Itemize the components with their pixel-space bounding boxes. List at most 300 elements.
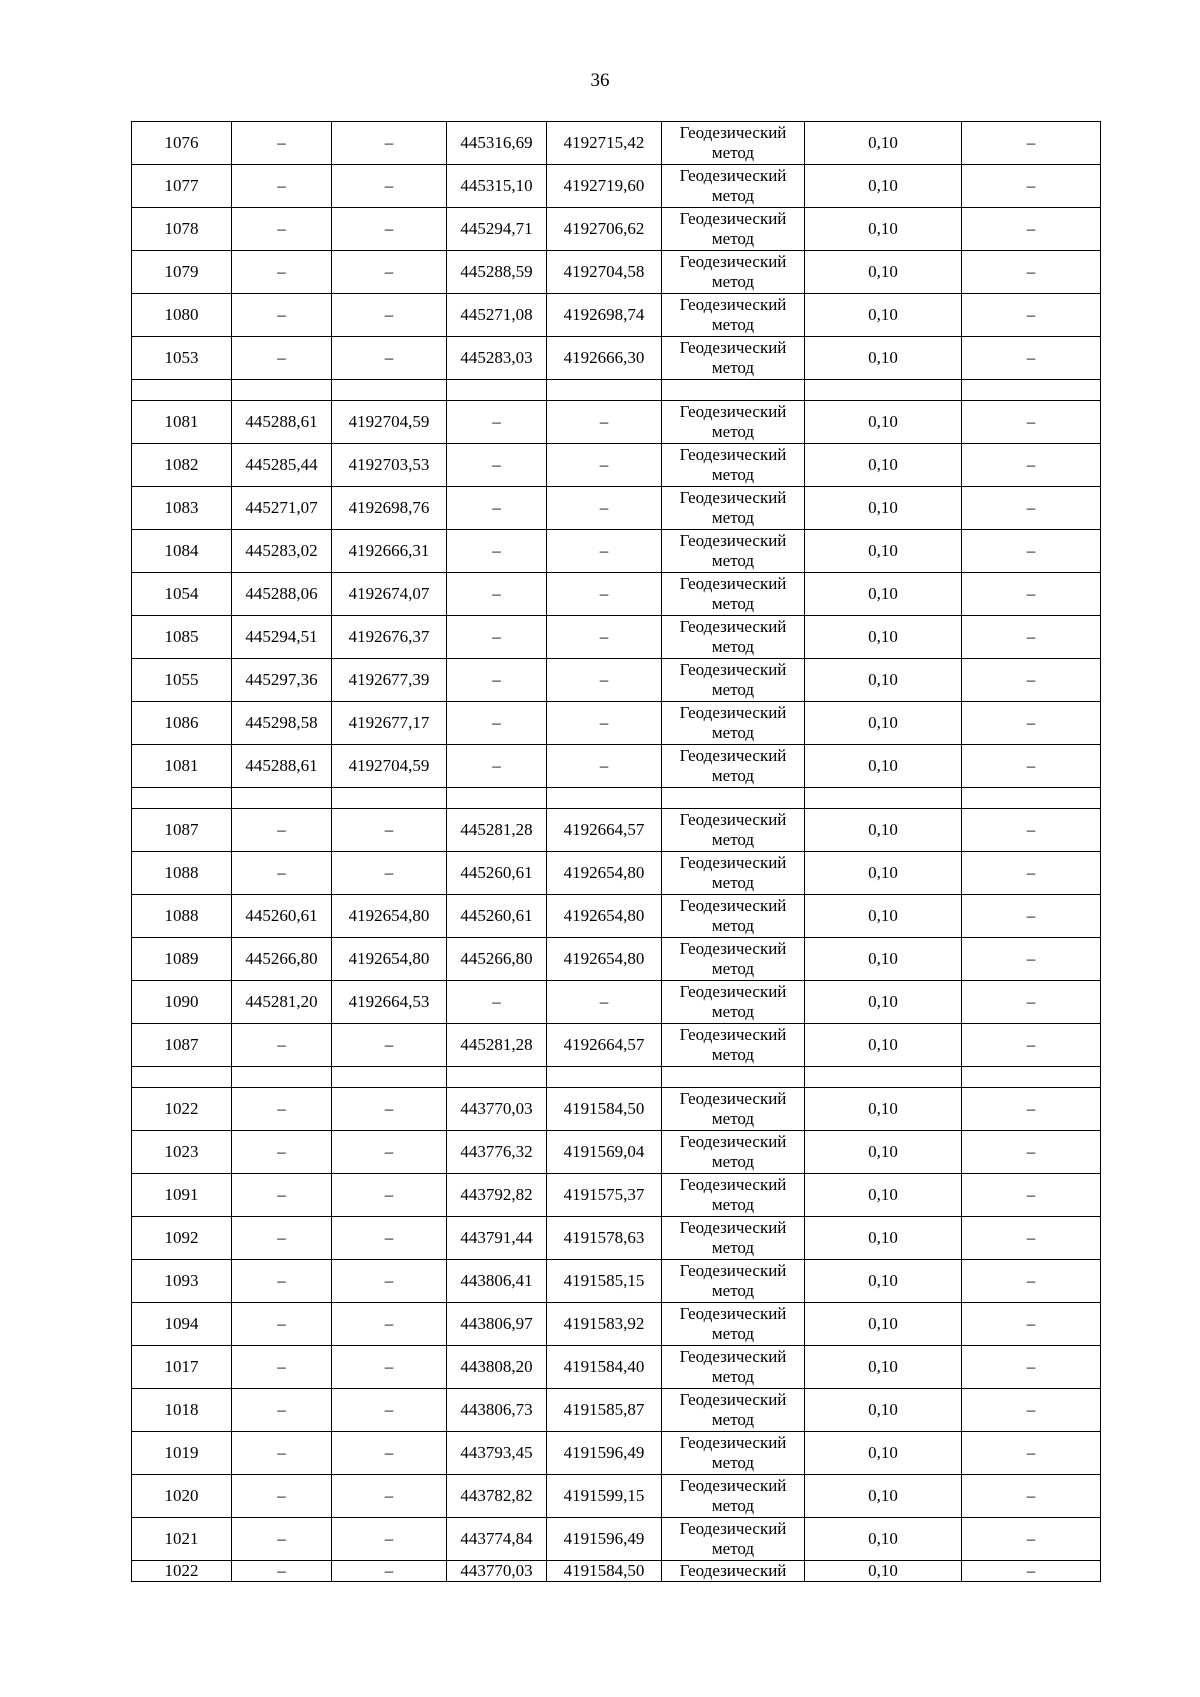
point-number-cell: 1022 <box>132 1088 232 1131</box>
method-cell <box>662 1432 805 1475</box>
method-cell <box>662 659 805 702</box>
new-y-cell: 4191596,49 <box>547 1518 662 1561</box>
existing-x-cell: 445260,61 <box>232 895 332 938</box>
point-number-cell: 1091 <box>132 1174 232 1217</box>
table-row <box>132 895 1101 938</box>
method-cell <box>662 1346 805 1389</box>
point-number-cell: 1081 <box>132 745 232 788</box>
new-y-cell: 4192664,57 <box>547 809 662 852</box>
method-line: Геодезический <box>679 1561 787 1580</box>
point-number-cell: 1081 <box>132 401 232 444</box>
empty-cell <box>805 788 962 809</box>
method-line: метод <box>711 1109 755 1128</box>
method-line: Геодезический <box>679 252 787 271</box>
existing-x-cell: – <box>232 1561 332 1582</box>
new-y-cell: 4192664,57 <box>547 1024 662 1067</box>
method-cell <box>662 165 805 208</box>
note-cell: – <box>962 809 1101 852</box>
new-y-cell: 4191583,92 <box>547 1303 662 1346</box>
new-x-cell: – <box>447 659 547 702</box>
accuracy-cell: 0,10 <box>805 337 962 380</box>
existing-y-cell: 4192664,53 <box>332 981 447 1024</box>
note-cell: – <box>962 294 1101 337</box>
new-x-cell: 443770,03 <box>447 1088 547 1131</box>
method-line: Геодезический <box>679 123 787 142</box>
note-cell: – <box>962 1561 1101 1582</box>
accuracy-cell: 0,10 <box>805 122 962 165</box>
new-x-cell: 443770,03 <box>447 1561 547 1582</box>
method-line: Геодезический <box>679 166 787 185</box>
existing-y-cell: 4192676,37 <box>332 616 447 659</box>
new-x-cell: – <box>447 530 547 573</box>
note-cell: – <box>962 1088 1101 1131</box>
existing-y-cell: – <box>332 1174 447 1217</box>
point-number-cell: 1055 <box>132 659 232 702</box>
note-cell: – <box>962 1346 1101 1389</box>
point-number-cell: 1078 <box>132 208 232 251</box>
point-number-cell: 1053 <box>132 337 232 380</box>
accuracy-cell: 0,10 <box>805 573 962 616</box>
table-row <box>132 208 1101 251</box>
existing-y-cell: – <box>332 1217 447 1260</box>
note-cell: – <box>962 530 1101 573</box>
existing-x-cell: 445281,20 <box>232 981 332 1024</box>
new-y-cell: – <box>547 659 662 702</box>
table-row <box>132 938 1101 981</box>
method-line: Геодезический <box>679 402 787 421</box>
method-line: метод <box>711 1453 755 1472</box>
existing-x-cell: – <box>232 165 332 208</box>
new-x-cell: 445283,03 <box>447 337 547 380</box>
existing-y-cell: – <box>332 1260 447 1303</box>
method-cell <box>662 745 805 788</box>
note-cell: – <box>962 1174 1101 1217</box>
accuracy-cell: 0,10 <box>805 1518 962 1561</box>
new-y-cell: 4192715,42 <box>547 122 662 165</box>
method-line: Геодезический <box>679 445 787 464</box>
method-cell <box>662 852 805 895</box>
method-line: метод <box>711 873 755 892</box>
method-cell <box>662 702 805 745</box>
existing-y-cell: – <box>332 1432 447 1475</box>
accuracy-cell: 0,10 <box>805 487 962 530</box>
method-line: метод <box>711 229 755 248</box>
method-cell <box>662 530 805 573</box>
coordinates-table <box>131 121 1101 1582</box>
method-line: Геодезический <box>679 488 787 507</box>
point-number-cell: 1018 <box>132 1389 232 1432</box>
method-line: метод <box>711 1045 755 1064</box>
existing-x-cell: – <box>232 1088 332 1131</box>
point-number-cell: 1017 <box>132 1346 232 1389</box>
accuracy-cell: 0,10 <box>805 294 962 337</box>
existing-y-cell: – <box>332 208 447 251</box>
method-line: Геодезический <box>679 1218 787 1237</box>
method-cell <box>662 1389 805 1432</box>
note-cell: – <box>962 1303 1101 1346</box>
point-number-cell: 1093 <box>132 1260 232 1303</box>
new-y-cell: 4191575,37 <box>547 1174 662 1217</box>
new-x-cell: 445281,28 <box>447 1024 547 1067</box>
table-row <box>132 1217 1101 1260</box>
accuracy-cell: 0,10 <box>805 852 962 895</box>
method-cell <box>662 294 805 337</box>
new-x-cell: 443806,73 <box>447 1389 547 1432</box>
empty-cell <box>962 1067 1101 1088</box>
empty-cell <box>332 380 447 401</box>
table-row <box>132 1088 1101 1131</box>
new-x-cell: 443774,84 <box>447 1518 547 1561</box>
new-y-cell: 4191584,50 <box>547 1088 662 1131</box>
method-cell <box>662 122 805 165</box>
existing-x-cell: 445285,44 <box>232 444 332 487</box>
method-line: метод <box>711 680 755 699</box>
existing-y-cell: – <box>332 1131 447 1174</box>
method-cell <box>662 337 805 380</box>
table-row <box>132 401 1101 444</box>
note-cell: – <box>962 122 1101 165</box>
existing-x-cell: – <box>232 294 332 337</box>
method-line: метод <box>711 1002 755 1021</box>
table-row <box>132 1561 1101 1582</box>
existing-x-cell: 445294,51 <box>232 616 332 659</box>
existing-y-cell: 4192703,53 <box>332 444 447 487</box>
table-row <box>132 1475 1101 1518</box>
existing-x-cell: – <box>232 852 332 895</box>
method-line: метод <box>711 766 755 785</box>
note-cell: – <box>962 487 1101 530</box>
table-row <box>132 530 1101 573</box>
method-cell <box>662 1260 805 1303</box>
method-line: Геодезический <box>679 1025 787 1044</box>
existing-x-cell: – <box>232 1475 332 1518</box>
new-x-cell: 443808,20 <box>447 1346 547 1389</box>
method-cell <box>662 487 805 530</box>
existing-y-cell: 4192677,39 <box>332 659 447 702</box>
new-y-cell: – <box>547 573 662 616</box>
new-x-cell: 443776,32 <box>447 1131 547 1174</box>
method-cell <box>662 981 805 1024</box>
method-line: Геодезический <box>679 1519 787 1538</box>
point-number-cell: 1076 <box>132 122 232 165</box>
method-line: метод <box>711 1195 755 1214</box>
new-x-cell: – <box>447 487 547 530</box>
note-cell: – <box>962 616 1101 659</box>
empty-cell <box>332 1067 447 1088</box>
new-x-cell: 445260,61 <box>447 852 547 895</box>
method-line: метод <box>711 1367 755 1386</box>
accuracy-cell: 0,10 <box>805 1131 962 1174</box>
method-line: метод <box>711 465 755 484</box>
existing-y-cell: 4192654,80 <box>332 895 447 938</box>
existing-x-cell: – <box>232 208 332 251</box>
note-cell: – <box>962 573 1101 616</box>
new-x-cell: 445281,28 <box>447 809 547 852</box>
existing-x-cell: – <box>232 1303 332 1346</box>
existing-y-cell: 4192698,76 <box>332 487 447 530</box>
point-number-cell: 1054 <box>132 573 232 616</box>
existing-x-cell: – <box>232 251 332 294</box>
accuracy-cell: 0,10 <box>805 444 962 487</box>
note-cell: – <box>962 938 1101 981</box>
existing-x-cell: 445288,06 <box>232 573 332 616</box>
accuracy-cell: 0,10 <box>805 1303 962 1346</box>
existing-x-cell: – <box>232 1389 332 1432</box>
method-line: Геодезический <box>679 1132 787 1151</box>
point-number-cell: 1087 <box>132 1024 232 1067</box>
existing-y-cell: – <box>332 852 447 895</box>
accuracy-cell: 0,10 <box>805 1346 962 1389</box>
existing-y-cell: – <box>332 1561 447 1582</box>
method-line: метод <box>711 358 755 377</box>
table-row <box>132 702 1101 745</box>
empty-cell <box>132 1067 232 1088</box>
new-x-cell: 445266,80 <box>447 938 547 981</box>
new-y-cell: – <box>547 981 662 1024</box>
method-line: Геодезический <box>679 1175 787 1194</box>
accuracy-cell: 0,10 <box>805 616 962 659</box>
point-number-cell: 1094 <box>132 1303 232 1346</box>
note-cell: – <box>962 981 1101 1024</box>
existing-x-cell: – <box>232 1346 332 1389</box>
method-line: Геодезический <box>679 1304 787 1323</box>
method-cell <box>662 251 805 294</box>
new-y-cell: 4192654,80 <box>547 938 662 981</box>
new-x-cell: – <box>447 444 547 487</box>
empty-cell <box>447 380 547 401</box>
method-cell <box>662 444 805 487</box>
existing-y-cell: 4192666,31 <box>332 530 447 573</box>
note-cell: – <box>962 1518 1101 1561</box>
existing-x-cell: 445271,07 <box>232 487 332 530</box>
new-x-cell: – <box>447 573 547 616</box>
empty-cell <box>232 380 332 401</box>
new-x-cell: – <box>447 401 547 444</box>
method-line: метод <box>711 551 755 570</box>
table-row <box>132 294 1101 337</box>
new-y-cell: 4192654,80 <box>547 895 662 938</box>
existing-y-cell: – <box>332 1024 447 1067</box>
note-cell: – <box>962 401 1101 444</box>
accuracy-cell: 0,10 <box>805 1088 962 1131</box>
table-body <box>132 122 1101 1582</box>
note-cell: – <box>962 1131 1101 1174</box>
method-line: Геодезический <box>679 746 787 765</box>
accuracy-cell: 0,10 <box>805 702 962 745</box>
method-line: метод <box>711 594 755 613</box>
method-line: Геодезический <box>679 939 787 958</box>
note-cell: – <box>962 1024 1101 1067</box>
existing-x-cell: – <box>232 1260 332 1303</box>
existing-y-cell: – <box>332 165 447 208</box>
empty-cell <box>962 788 1101 809</box>
point-number-cell: 1079 <box>132 251 232 294</box>
empty-cell <box>332 788 447 809</box>
note-cell: – <box>962 165 1101 208</box>
table-row <box>132 337 1101 380</box>
method-cell <box>662 1561 805 1582</box>
existing-x-cell: – <box>232 1131 332 1174</box>
accuracy-cell: 0,10 <box>805 938 962 981</box>
new-y-cell: 4192698,74 <box>547 294 662 337</box>
method-line: метод <box>711 1410 755 1429</box>
existing-x-cell: 445266,80 <box>232 938 332 981</box>
point-number-cell: 1092 <box>132 1217 232 1260</box>
table-row <box>132 1346 1101 1389</box>
existing-y-cell: – <box>332 1088 447 1131</box>
new-y-cell: – <box>547 487 662 530</box>
separator-row <box>132 788 1101 809</box>
method-line: метод <box>711 830 755 849</box>
accuracy-cell: 0,10 <box>805 1561 962 1582</box>
existing-x-cell: – <box>232 122 332 165</box>
method-line: Геодезический <box>679 896 787 915</box>
new-x-cell: 445294,71 <box>447 208 547 251</box>
empty-cell <box>132 788 232 809</box>
method-line: метод <box>711 422 755 441</box>
note-cell: – <box>962 1217 1101 1260</box>
new-y-cell: 4192654,80 <box>547 852 662 895</box>
method-line: метод <box>711 1281 755 1300</box>
method-cell <box>662 1131 805 1174</box>
method-line: метод <box>711 1238 755 1257</box>
existing-y-cell: – <box>332 1303 447 1346</box>
new-y-cell: 4191585,15 <box>547 1260 662 1303</box>
method-line: метод <box>711 1152 755 1171</box>
method-line: Геодезический <box>679 295 787 314</box>
method-line: метод <box>711 315 755 334</box>
method-line: Геодезический <box>679 982 787 1001</box>
method-line: метод <box>711 723 755 742</box>
empty-cell <box>547 380 662 401</box>
note-cell: – <box>962 1260 1101 1303</box>
table-row <box>132 1432 1101 1475</box>
accuracy-cell: 0,10 <box>805 1024 962 1067</box>
method-cell <box>662 1518 805 1561</box>
point-number-cell: 1082 <box>132 444 232 487</box>
method-cell <box>662 1088 805 1131</box>
method-line: Геодезический <box>679 1476 787 1495</box>
method-line: Геодезический <box>679 810 787 829</box>
method-cell <box>662 1303 805 1346</box>
new-x-cell: – <box>447 981 547 1024</box>
table-row <box>132 122 1101 165</box>
point-number-cell: 1084 <box>132 530 232 573</box>
existing-y-cell: 4192704,59 <box>332 745 447 788</box>
new-x-cell: 443806,97 <box>447 1303 547 1346</box>
new-y-cell: 4191585,87 <box>547 1389 662 1432</box>
point-number-cell: 1077 <box>132 165 232 208</box>
existing-x-cell: – <box>232 1518 332 1561</box>
point-number-cell: 1089 <box>132 938 232 981</box>
new-x-cell: 445260,61 <box>447 895 547 938</box>
table-row <box>132 659 1101 702</box>
empty-cell <box>662 1067 805 1088</box>
method-cell <box>662 809 805 852</box>
new-y-cell: – <box>547 616 662 659</box>
note-cell: – <box>962 251 1101 294</box>
existing-y-cell: – <box>332 1346 447 1389</box>
table-row <box>132 1260 1101 1303</box>
table-row <box>132 1389 1101 1432</box>
method-cell <box>662 938 805 981</box>
method-line: метод <box>711 1324 755 1343</box>
method-line: Геодезический <box>679 531 787 550</box>
existing-y-cell: – <box>332 251 447 294</box>
new-x-cell: 445315,10 <box>447 165 547 208</box>
note-cell: – <box>962 895 1101 938</box>
method-cell <box>662 1024 805 1067</box>
method-line: Геодезический <box>679 1261 787 1280</box>
table-row <box>132 981 1101 1024</box>
new-x-cell: – <box>447 616 547 659</box>
existing-y-cell: 4192674,07 <box>332 573 447 616</box>
existing-y-cell: 4192677,17 <box>332 702 447 745</box>
existing-y-cell: – <box>332 294 447 337</box>
new-y-cell: 4192666,30 <box>547 337 662 380</box>
method-line: Геодезический <box>679 617 787 636</box>
note-cell: – <box>962 208 1101 251</box>
new-y-cell: 4192704,58 <box>547 251 662 294</box>
existing-y-cell: – <box>332 1389 447 1432</box>
accuracy-cell: 0,10 <box>805 251 962 294</box>
accuracy-cell: 0,10 <box>805 208 962 251</box>
method-line: Геодезический <box>679 574 787 593</box>
point-number-cell: 1022 <box>132 1561 232 1582</box>
table-row <box>132 852 1101 895</box>
accuracy-cell: 0,10 <box>805 895 962 938</box>
existing-x-cell: 445283,02 <box>232 530 332 573</box>
method-line: Геодезический <box>679 853 787 872</box>
page-number: 36 <box>590 70 610 91</box>
method-line: метод <box>711 959 755 978</box>
method-line: метод <box>711 1539 755 1558</box>
note-cell: – <box>962 702 1101 745</box>
new-x-cell: – <box>447 745 547 788</box>
empty-cell <box>447 1067 547 1088</box>
existing-y-cell: 4192654,80 <box>332 938 447 981</box>
empty-cell <box>662 788 805 809</box>
accuracy-cell: 0,10 <box>805 1475 962 1518</box>
accuracy-cell: 0,10 <box>805 530 962 573</box>
existing-y-cell: 4192704,59 <box>332 401 447 444</box>
point-number-cell: 1085 <box>132 616 232 659</box>
accuracy-cell: 0,10 <box>805 659 962 702</box>
method-cell <box>662 1217 805 1260</box>
method-line: метод <box>711 916 755 935</box>
new-y-cell: 4191584,50 <box>547 1561 662 1582</box>
note-cell: – <box>962 444 1101 487</box>
method-cell <box>662 1475 805 1518</box>
new-y-cell: – <box>547 530 662 573</box>
table-row <box>132 1131 1101 1174</box>
method-line: Геодезический <box>679 1390 787 1409</box>
table-row <box>132 487 1101 530</box>
point-number-cell: 1088 <box>132 852 232 895</box>
method-cell <box>662 1174 805 1217</box>
point-number-cell: 1023 <box>132 1131 232 1174</box>
empty-cell <box>547 1067 662 1088</box>
new-y-cell: – <box>547 444 662 487</box>
method-line: метод <box>711 1496 755 1515</box>
method-line: Геодезический <box>679 660 787 679</box>
point-number-cell: 1080 <box>132 294 232 337</box>
existing-x-cell: – <box>232 1432 332 1475</box>
empty-cell <box>547 788 662 809</box>
note-cell: – <box>962 1389 1101 1432</box>
note-cell: – <box>962 659 1101 702</box>
existing-x-cell: – <box>232 337 332 380</box>
